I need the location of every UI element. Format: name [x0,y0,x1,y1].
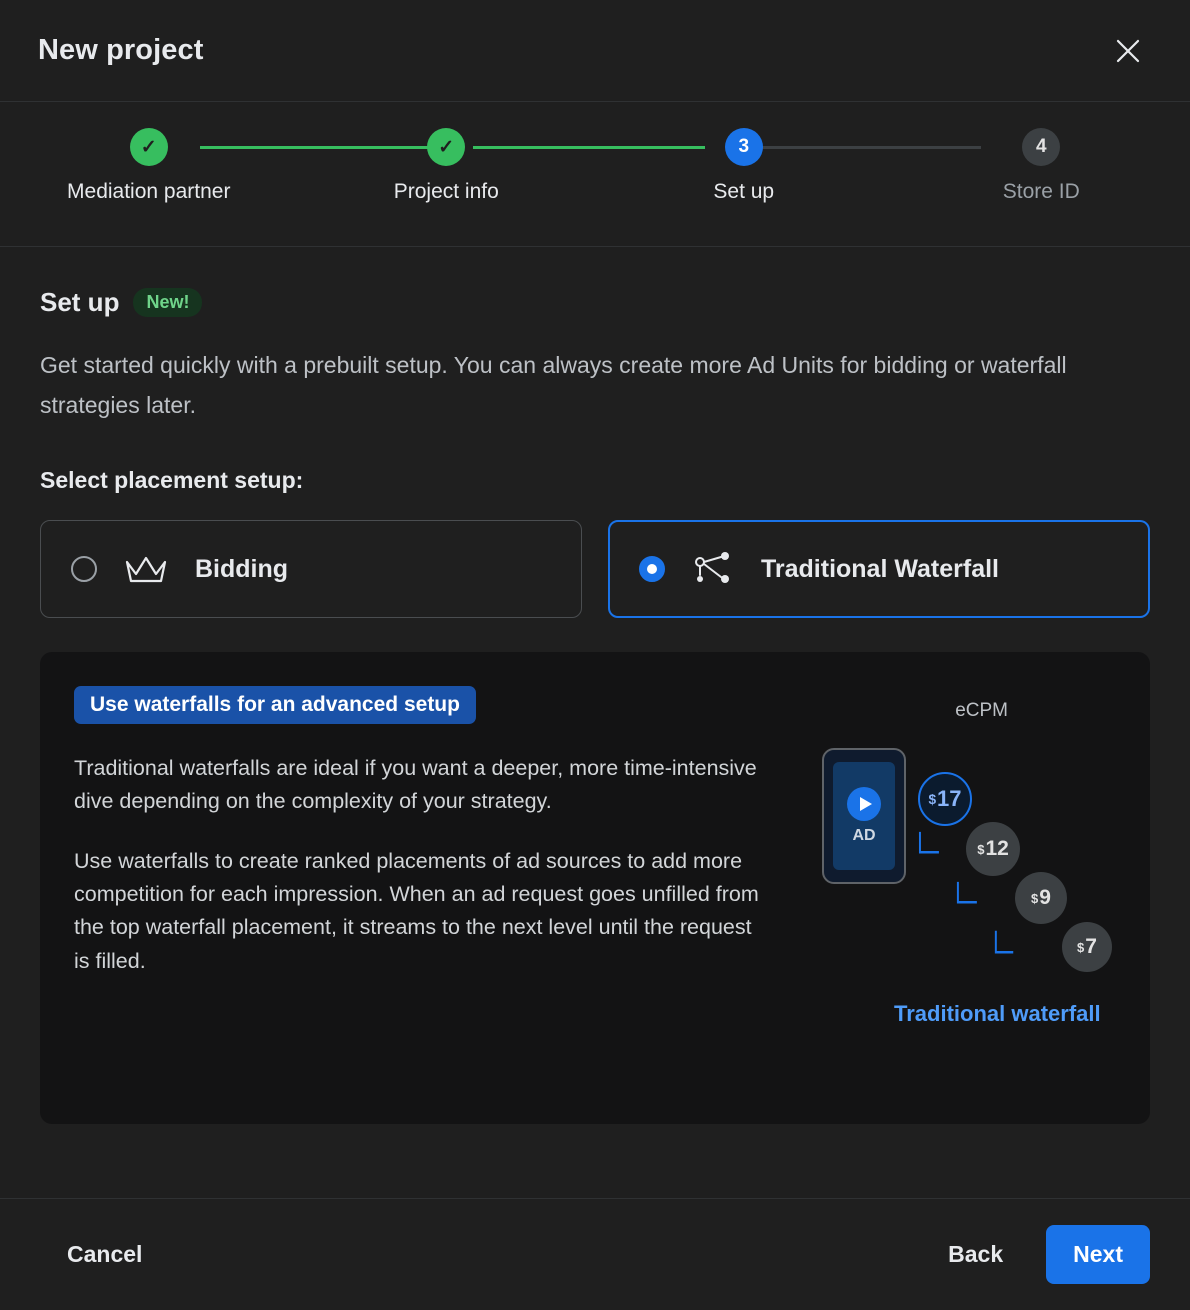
ecpm-bubble-4-value: 7 [1085,935,1097,959]
phone-screen [833,762,895,870]
step-project-info[interactable] [298,128,596,204]
stepper [0,102,1190,247]
ecpm-bubble-1-value: 17 [937,786,962,812]
ecpm-bubble-2 [966,822,1020,876]
phone-ad-label: AD [852,827,876,845]
section-description: Get started quickly with a prebuilt setup. You can always create more Ad Units for bidding or waterfall strategies later. [40,352,1067,418]
status-badge: New! [133,288,202,317]
info-panel [40,652,1150,1124]
step-label-4: Store ID [1002,180,1080,203]
section-header [40,287,1150,318]
dialog-body [0,247,1190,1198]
step-marker-1: ✓ [130,128,168,166]
step-store-id[interactable] [893,128,1190,204]
info-paragraph-2: Use waterfalls to create ranked placements of ad sources to add more competition for each impression. When an ad request goes unfilled from the top waterfall placement, it streams to the next level until the request is filled. [74,848,759,973]
step-mediation-partner[interactable] [0,128,298,204]
play-icon [847,787,881,821]
option-bidding-label: Bidding [195,554,289,583]
ecpm-bubble-2-currency: $ [977,841,985,857]
ecpm-bubble-2-value: 12 [985,837,1009,861]
back-button[interactable]: Back [921,1225,1030,1284]
ecpm-bubble-3-value: 9 [1039,886,1051,910]
step-label-3: Set up [713,180,775,203]
placement-setup-label: Select placement setup: [40,467,304,494]
waterfall-nodes-icon [691,549,735,589]
ecpm-bubble-1-currency: $ [928,791,937,807]
ecpm-bubble-1 [918,772,972,826]
dialog-header [0,0,1190,102]
radio-bidding[interactable] [71,556,97,582]
crown-icon [123,552,169,586]
step-set-up[interactable] [595,128,893,204]
ecpm-bubble-3 [1015,872,1067,924]
option-bidding[interactable] [40,520,582,618]
radio-traditional-waterfall[interactable] [639,556,665,582]
ecpm-bubble-4 [1062,922,1112,972]
next-button[interactable]: Next [1046,1225,1150,1284]
waterfall-diagram [784,686,1116,1094]
step-marker-2: ✓ [427,128,465,166]
ecpm-label: eCPM [955,700,1008,722]
phone-mock [822,748,906,884]
step-marker-3: 3 [725,128,763,166]
step-marker-4: 4 [1022,128,1060,166]
option-waterfall-label: Traditional Waterfall [761,554,1000,583]
info-panel-pill: Use waterfalls for an advanced setup [74,686,476,724]
option-traditional-waterfall[interactable] [608,520,1150,618]
page-title: New project [38,34,204,66]
ecpm-bubble-4-currency: $ [1077,939,1085,955]
info-panel-text [74,686,764,1094]
section-title: Set up [40,287,120,317]
step-label-1: Mediation partner [67,180,231,203]
ecpm-bubble-3-currency: $ [1031,890,1039,906]
info-paragraph-1: Traditional waterfalls are ideal if you want a deeper, more time-intensive dive depending on the complexity of your strategy. [74,756,757,814]
placement-options [40,520,1150,618]
step-label-2: Project info [393,180,499,203]
diagram-caption: Traditional waterfall [894,1001,1101,1027]
close-icon[interactable] [1104,27,1152,75]
dialog-footer [0,1198,1190,1310]
close-glyph [1113,36,1143,66]
cancel-button[interactable]: Cancel [40,1225,169,1284]
